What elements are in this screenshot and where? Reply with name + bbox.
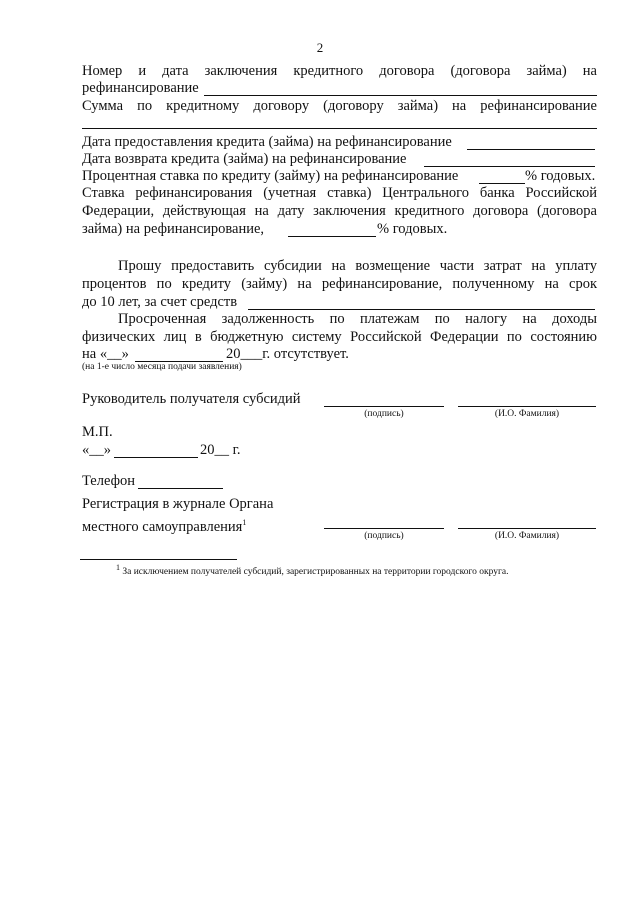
phone-label: Телефон: [82, 473, 135, 489]
return-date-blank: [424, 166, 595, 167]
head-name-blank: [458, 406, 596, 407]
arrears-date-note: (на 1-е число месяца подачи заявления): [82, 362, 242, 372]
stamp-date-blank: [114, 457, 198, 458]
footnote: $^1$ За исключением получателей субсидий, зарегистрированных на территории городского округа.: [116, 563, 509, 578]
stamp-date-prefix: «__»: [82, 442, 111, 458]
footnote-divider: [80, 559, 237, 560]
page-number: 2: [316, 40, 324, 55]
issue-date-blank: [467, 149, 595, 150]
registration-line1: Регистрация в журнале Органа: [82, 496, 274, 512]
reg-name-caption: (И.О. Фамилия): [494, 531, 560, 541]
phone-blank: [138, 488, 223, 489]
arrears-line1: Просроченная задолженность по платежам по налогу на доходы: [118, 311, 597, 327]
refinancing-rate-line2: Федерации, действующая на дату заключения кредитного договора (договора: [82, 203, 597, 219]
refinancing-rate-line3: займа) на рефинансирование,: [82, 221, 265, 237]
interest-rate-blank: [479, 183, 525, 184]
request-line2: процентов по кредиту (займу) на рефинансирование, полученному на срок: [82, 276, 597, 292]
reg-sign-blank: [324, 528, 444, 529]
registration-line2: местного самоуправления$^1$: [82, 518, 247, 535]
head-name-caption: (И.О. Фамилия): [494, 409, 560, 419]
footnote-ref: 1: [242, 518, 247, 527]
interest-rate-line: Процентная ставка по кредиту (займу) на рефинансирование: [82, 168, 459, 184]
contract-number-blank: [204, 95, 597, 96]
request-line3: до 10 лет, за счет средств: [82, 294, 238, 310]
issue-date-line: Дата предоставления кредита (займа) на рефинансирование: [82, 134, 452, 150]
interest-rate-suffix: % годовых.: [525, 168, 596, 184]
refinancing-line: рефинансирование: [82, 80, 199, 96]
funds-source-blank: [248, 309, 595, 310]
loan-amount-blank: [82, 128, 597, 129]
head-sign-caption: (подпись): [364, 409, 404, 419]
arrears-date-prefix: на «__»: [82, 346, 129, 362]
stamp-date-suffix: 20__ г.: [200, 442, 241, 458]
reg-sign-caption: (подпись): [364, 531, 404, 541]
return-date-line: Дата возврата кредита (займа) на рефинансирование: [82, 151, 407, 167]
stamp-label: М.П.: [82, 424, 113, 440]
refinancing-rate-suffix: % годовых.: [377, 221, 448, 237]
request-line1: Прошу предоставить субсидии на возмещение части затрат на уплату: [118, 258, 597, 274]
contract-number-line: Номер и дата заключения кредитного договора (договора займа) на: [82, 63, 597, 79]
refinancing-rate-blank: [288, 236, 376, 237]
loan-amount-line: Сумма по кредитному договору (договору займа) на рефинансирование: [82, 98, 597, 114]
reg-name-blank: [458, 528, 596, 529]
arrears-line2: физических лиц в бюджетную систему Российской Федерации по состоянию: [82, 329, 597, 345]
refinancing-rate-line1: Ставка рефинансирования (учетная ставка) Центрального банка Российской: [82, 185, 597, 201]
head-label: Руководитель получателя субсидий: [82, 391, 301, 407]
head-sign-blank: [324, 406, 444, 407]
arrears-date-suffix: 20___г. отсутствует.: [226, 346, 349, 362]
